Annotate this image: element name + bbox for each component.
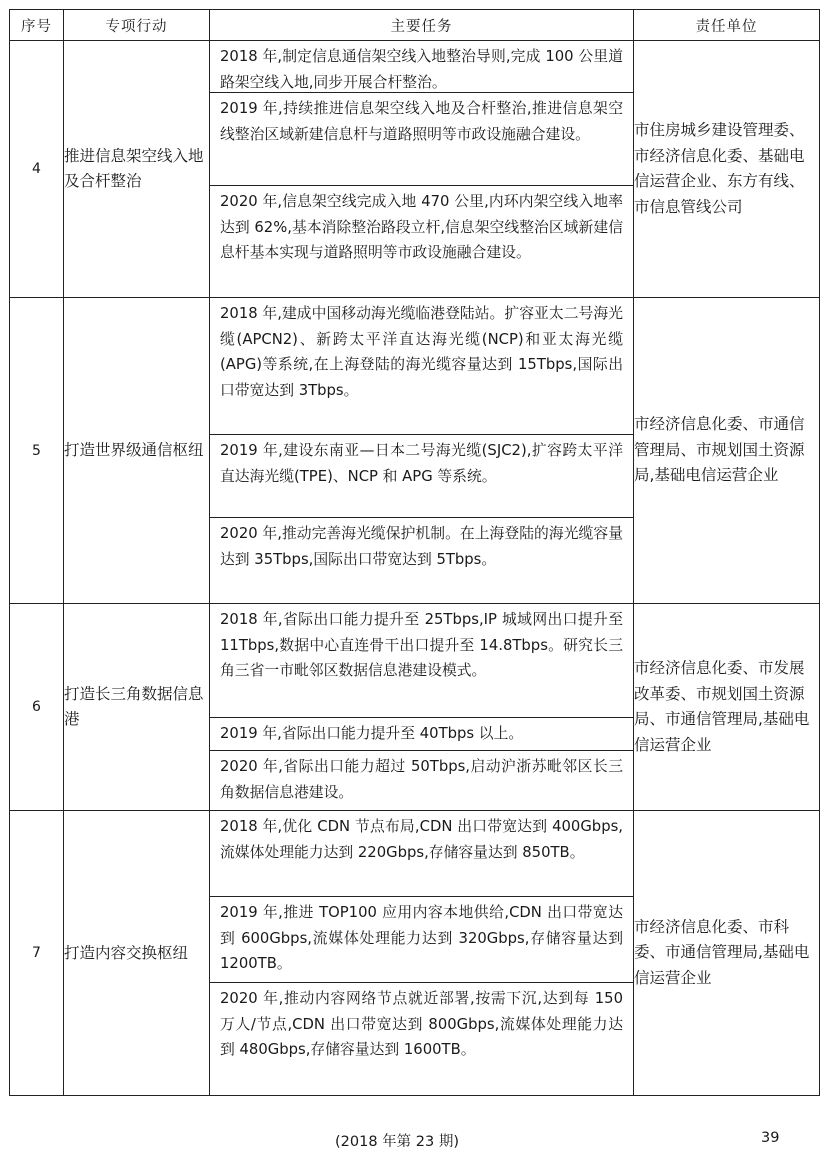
header-no: 序号 [10,10,64,41]
task-item: 2020 年,信息架空线完成入地 470 公里,内环内架空线入地率达到 62%,基本消除整治路段立杆,信息架空线整治区域新建信息杆基本实现与道路照明等市政设施融合建设。 [220,193,623,261]
row-unit: 市经济信息化委、市通信管理局、市规划国土资源局,基础电信运营企业 [634,298,820,604]
row-tasks [210,811,634,1096]
task-item: 2018 年,省际出口能力提升至 25Tbps,IP 城域网出口提升至 11Tbps,数据中心直连骨干出口提升至 14.8Tbps。研究长三角三省一市毗邻区数据信息港建设模式。 [210,604,633,718]
row-no: 5 [10,298,64,604]
header-task: 主要任务 [210,10,634,41]
table-header-row [10,10,820,41]
task-item: 2020 年,推动内容网络节点就近部署,按需下沉,达到每 150 万人/节点,CDN 出口带宽达到 800Gbps,流媒体处理能力达到 480Gbps,存储容量达到 1600TB。 [220,990,623,1058]
table-row [10,298,820,604]
task-item: 2018 年,制定信息通信架空线入地整治导则,完成 100 公里道路架空线入地,同步开展合杆整治。 [210,41,633,93]
task-item: 2018 年,优化 CDN 节点布局,CDN 出口带宽达到 400Gbps,流媒体处理能力达到 220Gbps,存储容量达到 850TB。 [210,811,633,897]
row-tasks [210,41,634,298]
task-item: 2019 年,省际出口能力提升至 40Tbps 以上。 [210,718,633,751]
task-item: 2019 年,持续推进信息架空线入地及合杆整治,推进信息架空线整治区域新建信息杆与道路照明等市政设施融合建设。 [210,93,633,186]
row-unit: 市经济信息化委、市科委、市通信管理局,基础电信运营企业 [634,811,820,1096]
row-tasks [210,298,634,604]
row-unit: 市经济信息化委、市发展改革委、市规划国土资源局、市通信管理局,基础电信运营企业 [634,604,820,811]
row-tasks [210,604,634,811]
task-item: 2020 年,推动完善海光缆保护机制。在上海登陆的海光缆容量达到 35Tbps,国际出口带宽达到 5Tbps。 [220,525,623,568]
row-no: 4 [10,41,64,298]
header-unit: 责任单位 [634,10,820,41]
row-action: 打造长三角数据信息港 [64,604,210,811]
task-item: 2018 年,建成中国移动海光缆临港登陆站。扩容亚太二号海光缆(APCN2)、新跨太平洋直达海光缆(NCP)和亚太海光缆(APG)等系统,在上海登陆的海光缆容量达到 15Tbps,国际出口带宽达到 3Tbps。 [210,298,633,435]
table-row [10,41,820,298]
row-action: 推进信息架空线入地及合杆整治 [64,41,210,298]
row-no: 7 [10,811,64,1096]
row-no: 6 [10,604,64,811]
task-table [9,9,820,1096]
row-action: 打造内容交换枢纽 [64,811,210,1096]
row-unit: 市住房城乡建设管理委、市经济信息化委、基础电信运营企业、东方有线、市信息管线公司 [634,41,820,298]
row-action: 打造世界级通信枢纽 [64,298,210,604]
table-row [10,811,820,1096]
task-item: 2019 年,建设东南亚—日本二号海光缆(SJC2),扩容跨太平洋直达海光缆(TPE)、NCP 和 APG 等系统。 [210,435,633,518]
page-number: 39 [761,1130,780,1146]
table-row [10,604,820,811]
task-item: 2019 年,推进 TOP100 应用内容本地供给,CDN 出口带宽达到 600Gbps,流媒体处理能力达到 320Gbps,存储容量达到 1200TB。 [210,897,633,983]
header-action: 专项行动 [64,10,210,41]
issue-label: (2018 年第 23 期) [335,1134,459,1150]
task-item: 2020 年,省际出口能力超过 50Tbps,启动沪浙苏毗邻区长三角数据信息港建设。 [220,758,623,801]
